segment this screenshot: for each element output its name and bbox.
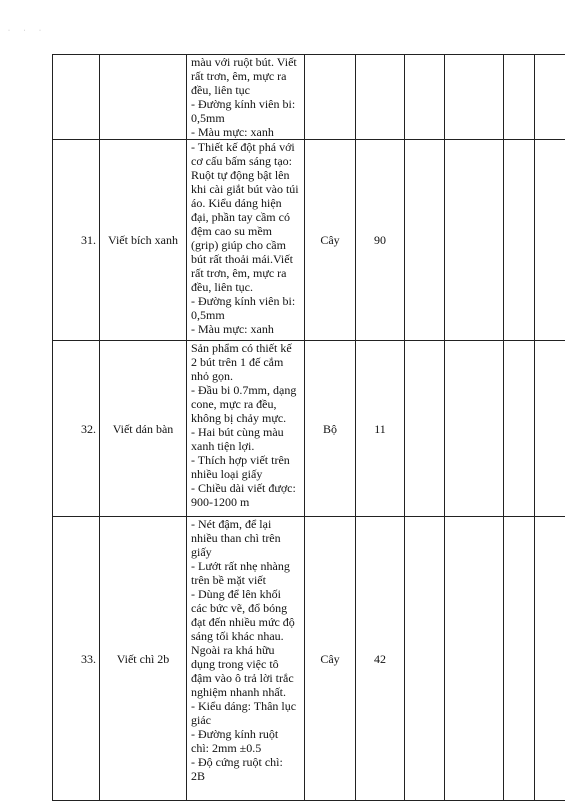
description-line: - Thiết kế đột phá với xyxy=(191,140,301,154)
description-line: đều, liên tục. xyxy=(191,280,301,294)
item-quantity-cell xyxy=(356,55,405,140)
item-quantity-cell: 90 xyxy=(356,140,405,341)
item-number-cell: 32. xyxy=(53,341,100,517)
item-name-cell: Viết dán bàn xyxy=(100,341,187,517)
description-line: cơ cấu bấm sáng tạo: xyxy=(191,154,301,168)
description-line: - Thích hợp viết trên xyxy=(191,453,301,467)
item-number-cell xyxy=(53,55,100,140)
description-line: - Lướt rất nhẹ nhàng xyxy=(191,559,301,573)
item-quantity-cell: 11 xyxy=(356,341,405,517)
description-line: đệm cao su mềm xyxy=(191,224,301,238)
product-table xyxy=(52,54,565,801)
empty-cell xyxy=(445,140,504,341)
item-description-cell xyxy=(187,55,305,140)
description-line: đại, phần tay cầm có xyxy=(191,210,301,224)
item-number-cell: 31. xyxy=(53,140,100,341)
description-line: Sản phẩm có thiết kế xyxy=(191,341,301,355)
description-line: giấy xyxy=(191,545,301,559)
empty-cell xyxy=(405,140,445,341)
description-line: 900-1200 m xyxy=(191,495,301,509)
item-name-cell: Viết chì 2b xyxy=(100,517,187,801)
table-row xyxy=(53,517,565,801)
description-line: 2B xyxy=(191,769,301,783)
description-line: đạt đến nhiều mức độ xyxy=(191,615,301,629)
description-line: nhiều loại giấy xyxy=(191,467,301,481)
description-line: - Kiểu dáng: Thân lục xyxy=(191,699,301,713)
item-description-cell xyxy=(187,517,305,801)
description-line: cone, mực ra đều, xyxy=(191,397,301,411)
item-description-cell xyxy=(187,341,305,517)
description-line: xanh tiện lợi. xyxy=(191,439,301,453)
scan-specks: · · · xyxy=(8,28,47,34)
description-line: - Đường kính viên bi: xyxy=(191,294,301,308)
empty-cell xyxy=(504,140,535,341)
description-line: bút rất thoải mái.Viết xyxy=(191,252,301,266)
empty-cell xyxy=(504,55,535,140)
description-line: không bị chảy mực. xyxy=(191,411,301,425)
description-line: áo. Kiểu dáng hiện xyxy=(191,196,301,210)
description-line: 0,5mm xyxy=(191,111,301,125)
item-quantity-cell: 42 xyxy=(356,517,405,801)
description-line: sáng tối khác nhau. xyxy=(191,629,301,643)
empty-cell xyxy=(445,341,504,517)
description-line: (grip) giúp cho cầm xyxy=(191,238,301,252)
empty-cell xyxy=(535,140,565,341)
description-line: - Màu mực: xanh xyxy=(191,322,301,336)
description-line: rất trơn, êm, mực ra xyxy=(191,266,301,280)
description-line: nhỏ gọn. xyxy=(191,369,301,383)
item-unit-cell xyxy=(305,55,356,140)
empty-cell xyxy=(445,517,504,801)
empty-cell xyxy=(504,341,535,517)
item-number-cell: 33. xyxy=(53,517,100,801)
item-unit-cell: Bộ xyxy=(305,341,356,517)
description-line: Ngoài ra khá hữu xyxy=(191,643,301,657)
description-line: - Nét đậm, để lại xyxy=(191,517,301,531)
description-line: trên bề mặt viết xyxy=(191,573,301,587)
item-unit-cell: Cây xyxy=(305,140,356,341)
table-row xyxy=(53,55,565,140)
description-line: - Chiều dài viết được: xyxy=(191,481,301,495)
description-line: nghiệm nhanh nhất. xyxy=(191,685,301,699)
empty-cell xyxy=(535,341,565,517)
description-line: - Đầu bi 0.7mm, dạng xyxy=(191,383,301,397)
empty-cell xyxy=(535,517,565,801)
description-line: 0,5mm xyxy=(191,308,301,322)
description-line: rất trơn, êm, mực ra xyxy=(191,69,301,83)
description-line: nhiều than chì trên xyxy=(191,531,301,545)
description-line: dụng trong việc tô xyxy=(191,657,301,671)
item-name-cell xyxy=(100,55,187,140)
description-line: đều, liên tục xyxy=(191,83,301,97)
empty-cell xyxy=(445,55,504,140)
description-line: chì: 2mm ±0.5 xyxy=(191,741,301,755)
description-line: - Đường kính ruột xyxy=(191,727,301,741)
item-description-cell xyxy=(187,140,305,341)
product-table-body xyxy=(53,55,565,801)
empty-cell xyxy=(405,341,445,517)
description-line: - Đường kính viên bi: xyxy=(191,97,301,111)
description-line: các bức vẽ, đổ bóng xyxy=(191,601,301,615)
description-line: màu với ruột bút. Viết xyxy=(191,55,301,69)
description-line: - Độ cứng ruột chì: xyxy=(191,755,301,769)
description-line: - Hai bút cùng màu xyxy=(191,425,301,439)
empty-cell xyxy=(405,517,445,801)
item-unit-cell: Cây xyxy=(305,517,356,801)
empty-cell xyxy=(535,55,565,140)
description-line: đậm vào ô trả lời trắc xyxy=(191,671,301,685)
description-line: - Dùng để lên khối xyxy=(191,587,301,601)
table-row xyxy=(53,140,565,341)
description-line: Ruột tự động bật lên xyxy=(191,168,301,182)
description-line: - Màu mực: xanh xyxy=(191,125,301,139)
description-line: 2 bút trên 1 đế cắm xyxy=(191,355,301,369)
table-row xyxy=(53,341,565,517)
description-line: khi cài giắt bút vào túi xyxy=(191,182,301,196)
empty-cell xyxy=(405,55,445,140)
description-line: giác xyxy=(191,713,301,727)
empty-cell xyxy=(504,517,535,801)
item-name-cell: Viết bích xanh xyxy=(100,140,187,341)
